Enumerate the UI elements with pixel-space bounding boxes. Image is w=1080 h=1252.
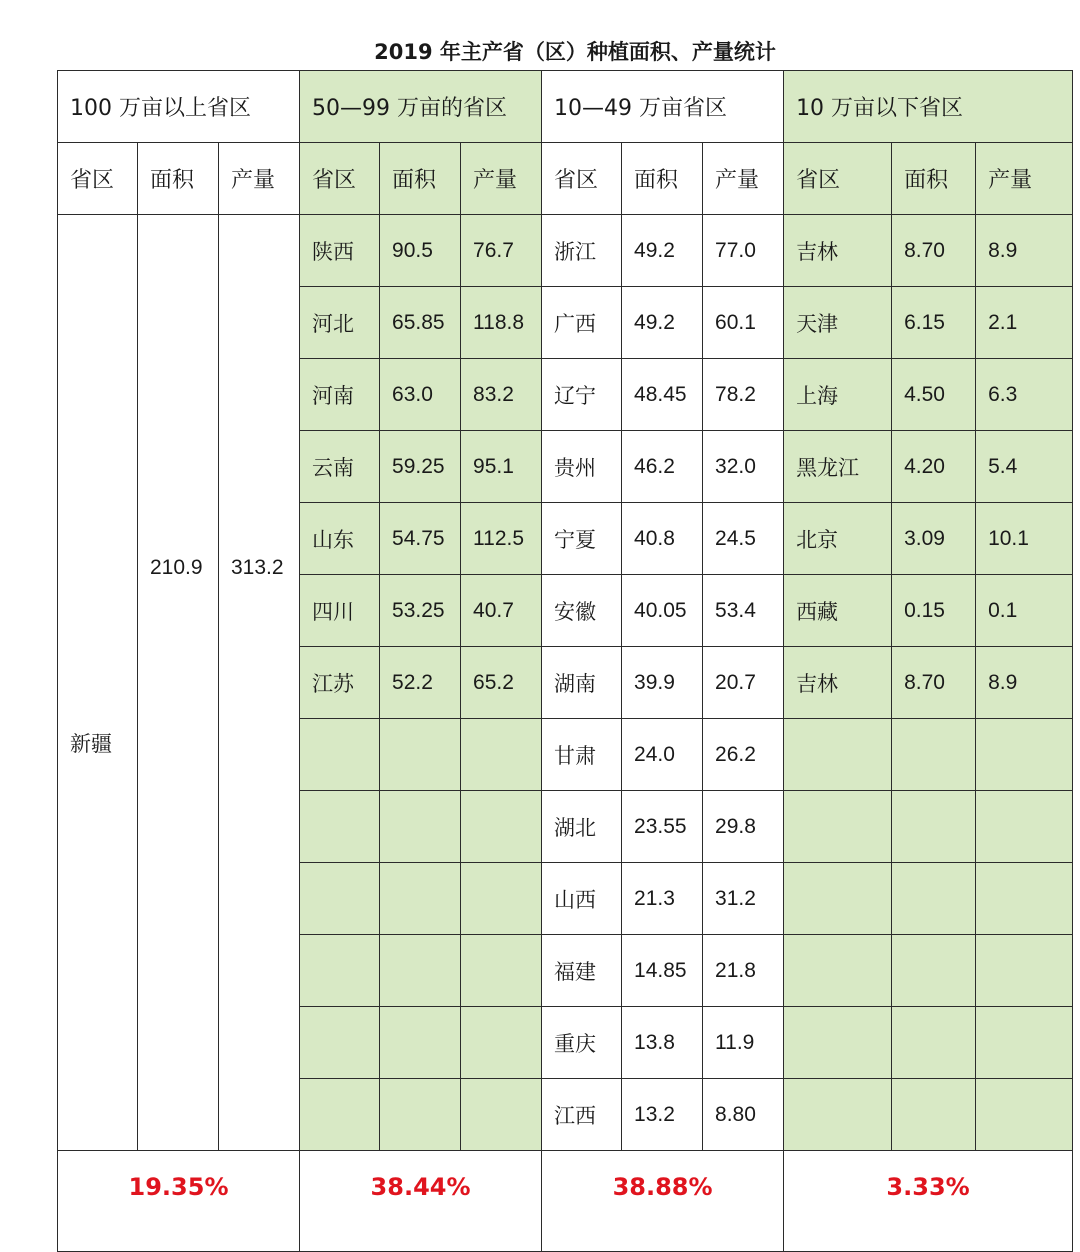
area-cell: 49.2 [622,287,703,359]
output-cell: 31.2 [703,863,784,935]
area-cell: 49.2 [622,215,703,287]
province-cell: 江苏 [300,647,380,719]
output-cell: 0.1 [976,575,1073,647]
area-cell [892,1079,976,1151]
province-cell: 河南 [300,359,380,431]
output-cell [976,863,1073,935]
area-cell: 24.0 [622,719,703,791]
output-cell: 20.7 [703,647,784,719]
province-cell: 新疆 [58,215,138,1151]
table-title: 2019 年主产省（区）种植面积、产量统计 [374,40,776,64]
column-header-area: 面积 [892,143,976,215]
area-cell: 13.2 [622,1079,703,1151]
area-cell [380,719,461,791]
area-cell: 21.3 [622,863,703,935]
province-cell: 山东 [300,503,380,575]
output-cell: 65.2 [461,647,542,719]
output-cell: 118.8 [461,287,542,359]
group-share-percentage: 38.88% [542,1151,784,1252]
group-share-percentage: 38.44% [300,1151,542,1252]
column-header-area: 面积 [138,143,219,215]
province-cell: 重庆 [542,1007,622,1079]
area-cell [892,719,976,791]
area-cell [892,935,976,1007]
percentage-row [58,1151,1073,1252]
column-header-province: 省区 [58,143,138,215]
output-cell [461,791,542,863]
area-cell [892,791,976,863]
province-cell [300,719,380,791]
area-cell: 6.15 [892,287,976,359]
column-header-province: 省区 [542,143,622,215]
area-cell: 14.85 [622,935,703,1007]
province-cell [300,863,380,935]
province-cell: 湖南 [542,647,622,719]
area-cell [380,1007,461,1079]
output-cell: 112.5 [461,503,542,575]
output-cell: 29.8 [703,791,784,863]
area-cell: 59.25 [380,431,461,503]
output-cell: 40.7 [461,575,542,647]
area-cell [380,863,461,935]
output-cell: 24.5 [703,503,784,575]
area-cell: 48.45 [622,359,703,431]
province-cell: 云南 [300,431,380,503]
table-row [58,215,1073,287]
province-cell: 吉林 [784,215,892,287]
area-cell: 65.85 [380,287,461,359]
column-header-province: 省区 [300,143,380,215]
group-header: 100 万亩以上省区 [58,71,300,143]
output-cell: 32.0 [703,431,784,503]
output-cell: 95.1 [461,431,542,503]
output-cell: 83.2 [461,359,542,431]
output-cell: 11.9 [703,1007,784,1079]
province-cell: 辽宁 [542,359,622,431]
area-cell: 210.9 [138,215,219,1151]
area-cell: 46.2 [622,431,703,503]
area-cell: 13.8 [622,1007,703,1079]
output-cell [976,1007,1073,1079]
province-cell: 上海 [784,359,892,431]
province-cell [784,1007,892,1079]
province-cell: 西藏 [784,575,892,647]
province-cell: 安徽 [542,575,622,647]
output-cell: 76.7 [461,215,542,287]
area-cell [380,935,461,1007]
province-cell [300,935,380,1007]
statistics-table [57,70,1073,1252]
output-cell [461,1007,542,1079]
area-cell: 8.70 [892,215,976,287]
province-cell: 北京 [784,503,892,575]
output-cell: 8.80 [703,1079,784,1151]
column-header-output: 产量 [703,143,784,215]
province-cell: 甘肃 [542,719,622,791]
column-header-output: 产量 [219,143,300,215]
area-cell: 4.50 [892,359,976,431]
output-cell: 60.1 [703,287,784,359]
province-cell: 吉林 [784,647,892,719]
province-cell [784,1079,892,1151]
area-cell: 53.25 [380,575,461,647]
province-cell: 陕西 [300,215,380,287]
province-cell: 广西 [542,287,622,359]
province-cell: 山西 [542,863,622,935]
area-cell [892,1007,976,1079]
output-cell: 21.8 [703,935,784,1007]
province-cell [784,935,892,1007]
area-cell: 63.0 [380,359,461,431]
province-cell: 黑龙江 [784,431,892,503]
province-cell: 天津 [784,287,892,359]
column-header-area: 面积 [380,143,461,215]
province-cell: 福建 [542,935,622,1007]
area-cell: 90.5 [380,215,461,287]
area-cell [380,1079,461,1151]
column-header-output: 产量 [461,143,542,215]
province-cell [300,1007,380,1079]
province-cell [300,791,380,863]
column-header-output: 产量 [976,143,1073,215]
group-header: 50—99 万亩的省区 [300,71,542,143]
province-cell [784,719,892,791]
output-cell: 78.2 [703,359,784,431]
group-share-percentage: 3.33% [784,1151,1073,1252]
province-cell [300,1079,380,1151]
area-cell: 52.2 [380,647,461,719]
output-cell [976,1079,1073,1151]
group-header: 10—49 万亩省区 [542,71,784,143]
output-cell [461,719,542,791]
group-header: 10 万亩以下省区 [784,71,1073,143]
output-cell: 8.9 [976,215,1073,287]
province-cell: 湖北 [542,791,622,863]
area-cell: 8.70 [892,647,976,719]
area-cell: 54.75 [380,503,461,575]
output-cell [976,791,1073,863]
group-share-percentage: 19.35% [58,1151,300,1252]
area-cell: 39.9 [622,647,703,719]
province-cell: 河北 [300,287,380,359]
column-header-area: 面积 [622,143,703,215]
province-cell: 四川 [300,575,380,647]
area-cell: 40.8 [622,503,703,575]
output-cell: 10.1 [976,503,1073,575]
province-cell: 贵州 [542,431,622,503]
output-cell [461,1079,542,1151]
area-cell [892,863,976,935]
area-cell: 40.05 [622,575,703,647]
group-header-row [58,71,1073,143]
output-cell: 5.4 [976,431,1073,503]
province-cell: 浙江 [542,215,622,287]
province-cell [784,791,892,863]
output-cell: 6.3 [976,359,1073,431]
province-cell: 宁夏 [542,503,622,575]
output-cell: 2.1 [976,287,1073,359]
area-cell: 3.09 [892,503,976,575]
area-cell: 0.15 [892,575,976,647]
output-cell: 77.0 [703,215,784,287]
output-cell: 313.2 [219,215,300,1151]
output-cell: 26.2 [703,719,784,791]
column-header-province: 省区 [784,143,892,215]
area-cell [380,791,461,863]
column-header-row [58,143,1073,215]
area-cell: 4.20 [892,431,976,503]
output-cell: 53.4 [703,575,784,647]
output-cell [976,935,1073,1007]
area-cell: 23.55 [622,791,703,863]
output-cell [461,863,542,935]
output-cell [976,719,1073,791]
province-cell [784,863,892,935]
output-cell [461,935,542,1007]
province-cell: 江西 [542,1079,622,1151]
output-cell: 8.9 [976,647,1073,719]
